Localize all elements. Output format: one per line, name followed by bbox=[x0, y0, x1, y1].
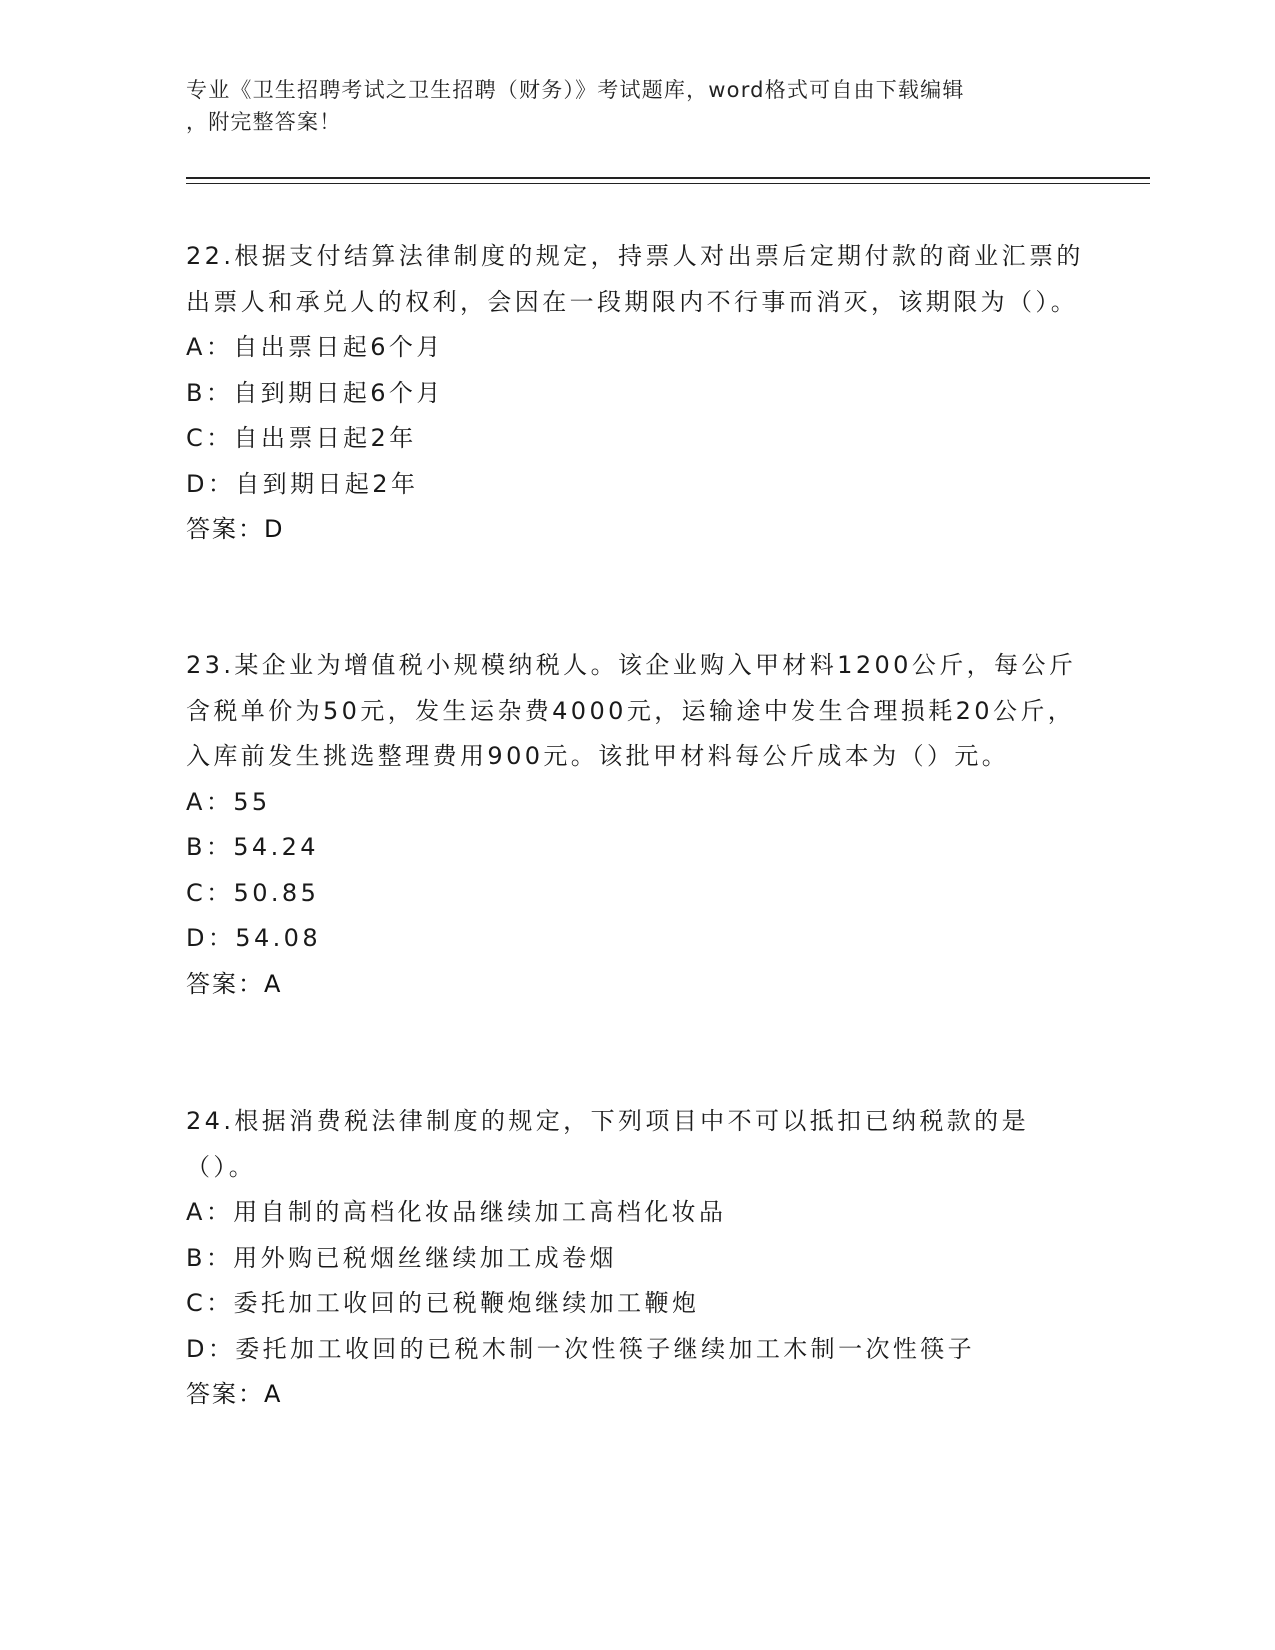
question-23 bbox=[186, 643, 1086, 1007]
option-d: D：54.08 bbox=[186, 924, 321, 952]
header-divider-thick bbox=[186, 177, 1150, 179]
question-text: 24.根据消费税法律制度的规定，下列项目中不可以抵扣已纳税款的是（）。 bbox=[186, 1107, 1029, 1181]
document-header bbox=[186, 74, 1066, 138]
option-c: C：委托加工收回的已税鞭炮继续加工鞭炮 bbox=[186, 1289, 700, 1317]
question-24 bbox=[186, 1099, 1086, 1418]
option-c: C：50.85 bbox=[186, 878, 320, 907]
option-d: D：委托加工收回的已税木制一次性筷子继续加工木制一次性筷子 bbox=[186, 1334, 976, 1363]
option-b: B：54.24 bbox=[186, 833, 319, 861]
option-d: D：自到期日起2年 bbox=[186, 469, 419, 498]
question-text: 23.某企业为增值税小规模纳税人。该企业购入甲材料1200公斤，每公斤含税单价为50元，发生运杂费4000元，运输途中发生合理损耗20公斤，入库前发生挑选整理费用900元。该批甲材料每公斤成本为（）元。 bbox=[186, 651, 1077, 770]
question-22 bbox=[186, 234, 1086, 553]
header-divider-thin bbox=[186, 183, 1150, 184]
answer: 答案：A bbox=[186, 969, 283, 998]
option-c: C：自出票日起2年 bbox=[186, 424, 417, 452]
header-line-2: ，附完整答案！ bbox=[186, 110, 342, 134]
header-line-1: 专业《卫生招聘考试之卫生招聘（财务）》考试题库，word格式可自由下载编辑 bbox=[186, 78, 965, 102]
option-a: A：用自制的高档化妆品继续加工高档化妆品 bbox=[186, 1198, 727, 1226]
option-a: A：55 bbox=[186, 787, 271, 816]
option-b: B：自到期日起6个月 bbox=[186, 378, 444, 407]
answer: 答案：A bbox=[186, 1380, 283, 1408]
question-text: 22.根据支付结算法律制度的规定，持票人对出票后定期付款的商业汇票的出票人和承兑人的权利，会因在一段期限内不行事而消灭，该期限为（）。 bbox=[186, 242, 1084, 316]
answer: 答案：D bbox=[186, 515, 285, 543]
option-a: A：自出票日起6个月 bbox=[186, 333, 444, 361]
option-b: B：用外购已税烟丝继续加工成卷烟 bbox=[186, 1243, 617, 1272]
